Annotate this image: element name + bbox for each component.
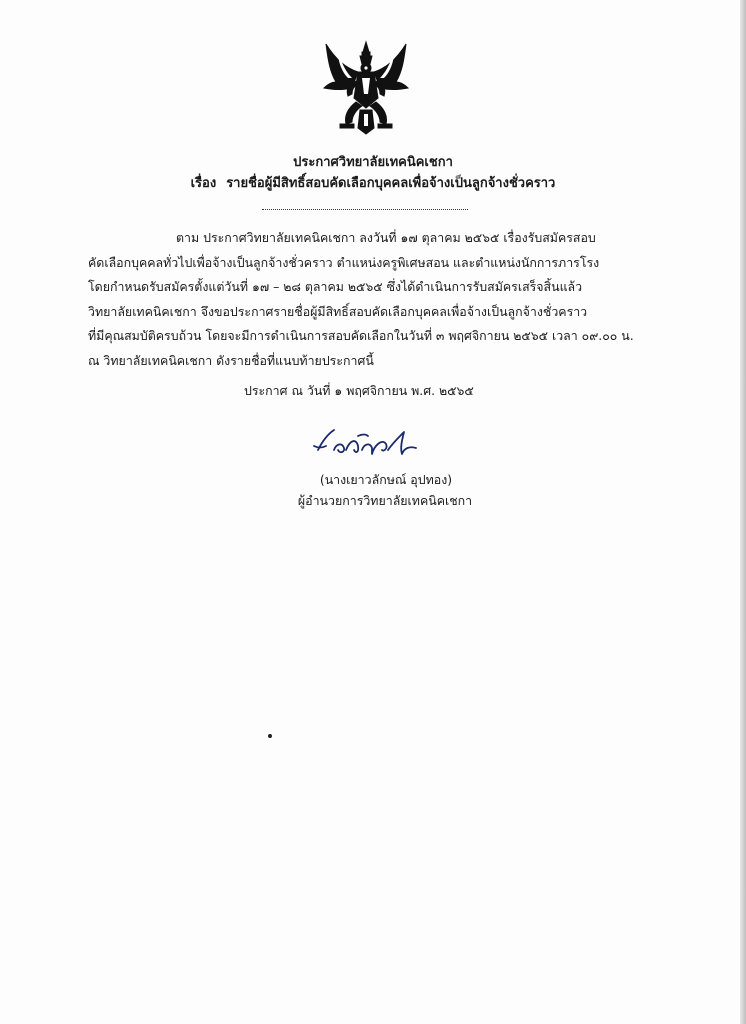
signer-title: ผู้อำนวยการวิทยาลัยเทคนิคเชกา [297, 493, 473, 508]
body-line: วิทยาลัยเทคนิคเชกา จึงขอประกาศรายชื่อผู้มีสิทธิ์สอบคัดเลือกบุคคลเพื่อจ้างเป็นลูกจ้างชั่วคราว [88, 303, 588, 319]
garuda-emblem-icon [318, 38, 414, 138]
subject-label: เรื่อง [190, 176, 217, 191]
body-line: ตาม ประกาศวิทยาลัยเทคนิคเชกา ลงวันที่ ๑๗ ตุลาคม ๒๕๖๕ เรื่องรับสมัครสอบ [176, 230, 596, 245]
signer-name: (นางเยาวลักษณ์ อุปทอง) [319, 472, 453, 487]
body-line: โดยกำหนดรับสมัครตั้งแต่วันที่ ๑๗ – ๒๘ ตุลาคม ๒๕๖๕ ซึ่งได้ดำเนินการรับสมัครเสร็จสิ้นแล้ว [88, 279, 583, 294]
body-line: คัดเลือกบุคคลทั่วไปเพื่อจ้างเป็นลูกจ้างชั่วคราว ตำแหน่งครูพิเศษสอน และตำแหน่งนักการภารโรง [88, 254, 600, 270]
subject-text: รายชื่อผู้มีสิทธิ์สอบคัดเลือกบุคคลเพื่อจ้างเป็นลูกจ้างชั่วคราว [226, 176, 556, 191]
handwritten-signature [312, 424, 422, 464]
body-line: ณ วิทยาลัยเทคนิคเชกา ดังรายชื่อที่แนบท้ายประกาศนี้ [88, 352, 374, 368]
document-header [0, 154, 746, 194]
body-line: ที่มีคุณสมบัติครบถ้วน โดยจะมีการดำเนินการสอบคัดเลือกในวันที่ ๓ พฤศจิกายน ๒๕๖๕ เวลา ๐๙.๐๐ น. [88, 328, 634, 343]
subject-line [0, 174, 746, 194]
scan-speck [268, 734, 272, 738]
body-paragraph [88, 226, 648, 373]
issuer-line: ประกาศวิทยาลัยเทคนิคเชกา [293, 155, 453, 170]
dotted-divider [262, 209, 468, 210]
announcement-date: ประกาศ ณ วันที่ ๑ พฤศจิกายน พ.ศ. ๒๕๖๕ [244, 383, 474, 398]
